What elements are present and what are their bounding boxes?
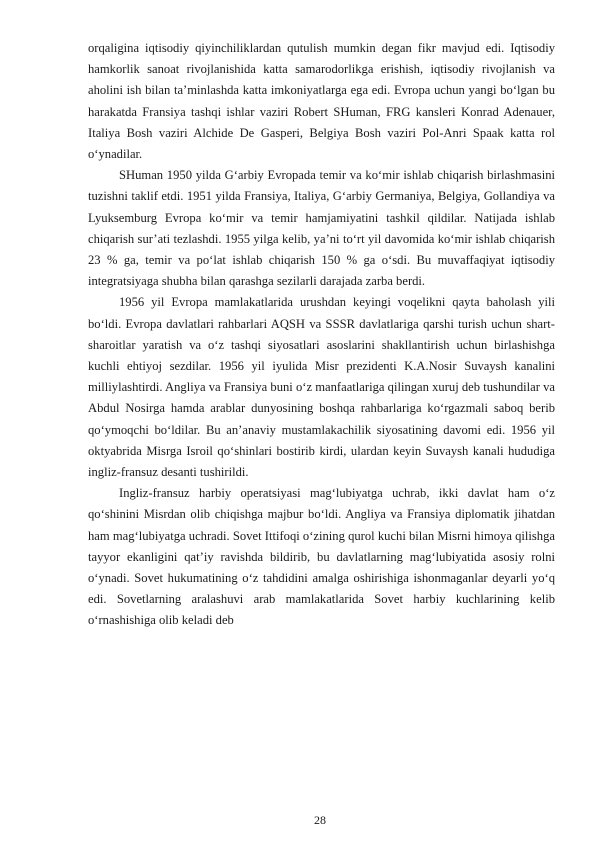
paragraph-anglo-french-defeat: Ingliz-fransuz harbiy operatsiyasi mag‘lubiyatga uchrab, ikki davlat ham o‘z qo‘shinini Misrdan olib chiqishga majbur bo‘ldi. Angliya va Fransiya diplomatik jihatdan ham mag‘lubiyatga uchradi. Sovet Ittifoqi o‘zining qurol kuchi bilan Misrni himoya qilishga tayyor ekanligini qat’iy ravishda bildirib, bu davlatlarning mag‘lubiyatida asosiy rolni o‘ynadi. Sovet hukumatining o‘z tahdidini amalga oshirishiga ishonmaganlar deyarli yo‘q edi. Sovetlarning aralashuvi arab mamlakatlarida Sovet harbiy kuchlarining kelib o‘rnashishiga olib keladi deb [88, 486, 555, 628]
paragraph-shuman-coal-steel: SHuman 1950 yilda G‘arbiy Evropada temir va ko‘mir ishlab chiqarish birlashmasini tuzishni taklif etdi. 1951 yilda Fransiya, Italiya, G‘arbiy Germaniya, Belgiya, Gollandiya va Lyuksemburg Evropa ko‘mir va temir hamjamiyatini tashkil qildilar. Natijada ishlab chiqarish sur’ati tezlashdi. 1955 yilga kelib, ya’ni to‘rt yil davomida ko‘mir ishlab chiqarish 23 % ga, temir va po‘lat ishlab chiqarish 150 % ga o‘sdi. Bu muvaffaqiyat iqtisodiy integratsiyaga shubha bilan qarashga sezilarli darajada zarba berdi. [88, 168, 555, 289]
document-page [88, 38, 555, 632]
paragraph-suez-1956: 1956 yil Evropa mamlakatlarida urushdan keyingi voqelikni qayta baholash yili bo‘ldi. Evropa davlatlari rahbarlari AQSH va SSSR davlatlariga qarshi turish uchun shart-sharoitlar yaratish va o‘z tashqi siyosatlari asoslarini shakllantirish uchun birlashishga kuchli ehtiyoj sezdilar. 1956 yil iyulida Misr prezidenti K.A.Nosir Suvaysh kanalini milliylashtirdi. Angliya va Fransiya buni o‘z manfaatlariga qilingan xuruj deb tushundilar va Abdul Nosirga hamda arablar dunyosining boshqa rahbarlariga ko‘rgazmali saboq berib qo‘ymoqchi bo‘ldilar. Bu an’anaviy mustamlakachilik siyosatining davomi edi. 1956 yil oktyabrida Misrga Isroil qo‘shinlari bostirib kirdi, ulardan keyin Suvaysh kanali hududiga ingliz-fransuz desanti tushirildi. [88, 295, 555, 480]
paragraph-continuation: orqaligina iqtisodiy qiyinchiliklardan qutulish mumkin degan fikr mavjud edi. Iqtisodiy hamkorlik sanoat rivojlanishida katta samarodorlikga erishish, iqtisodiy rivojlanish va aholini ish bilan ta’minlashda katta imkoniyatlarga ega edi. Evropa uchun yangi bo‘lgan bu harakatda Fransiya tashqi ishlar vaziri Robert SHuman, FRG kansleri Konrad Adenauer, Italiya Bosh vaziri Alchide De Gasperi, Belgiya Bosh vaziri Pol-Anri Spaak katta rol o‘ynadilar. [88, 41, 555, 162]
page-number: 28 [314, 813, 326, 827]
